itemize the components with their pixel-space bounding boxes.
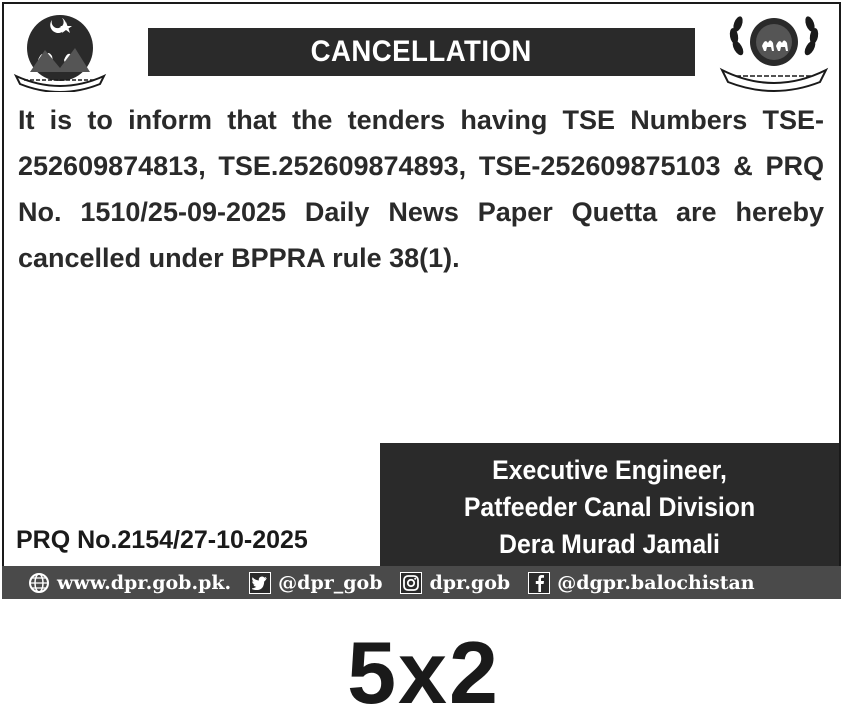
footer-website[interactable] [28, 572, 231, 594]
prq-reference: PRQ No.2154/27-10-2025 [16, 526, 308, 554]
notice-body [18, 97, 824, 281]
twitter-icon [249, 572, 271, 594]
facebook-icon [528, 572, 550, 594]
instagram-label: dpr.gob [429, 571, 511, 594]
footer-bar [2, 566, 841, 599]
signatory-division: Patfeeder Canal Division [463, 492, 756, 522]
ad-size-label: 5x2 [347, 623, 500, 722]
twitter-label: @dpr_gob [278, 571, 383, 594]
notice-body-line: cancelled under BPPRA rule 38(1). [18, 243, 460, 273]
signatory-location: Dera Murad Jamali [499, 529, 720, 559]
globe-icon [28, 572, 50, 594]
instagram-icon [400, 572, 422, 594]
footer-facebook[interactable] [528, 572, 754, 594]
irrigation-emblem-icon [718, 8, 830, 94]
facebook-label: @dgpr.balochistan [557, 571, 755, 594]
signatory-title: Executive Engineer, [492, 455, 727, 485]
notice-title-bar [148, 28, 695, 76]
notice-body-line: It is to inform that the tenders having TSE Numbers TSE- [18, 105, 824, 135]
signatory-box [380, 443, 839, 566]
balochistan-emblem-icon [10, 10, 110, 92]
website-label: www.dpr.gob.pk. [57, 571, 232, 594]
footer-twitter[interactable] [249, 572, 382, 594]
footer-instagram[interactable] [400, 572, 510, 594]
notice-title: CANCELLATION [310, 35, 533, 68]
notice-body-line: No. 1510/25-09-2025 Daily News Paper Quetta are hereby [18, 197, 824, 227]
notice-body-line: 252609874813, TSE.252609874893, TSE-252609875103 & PRQ [18, 151, 824, 181]
